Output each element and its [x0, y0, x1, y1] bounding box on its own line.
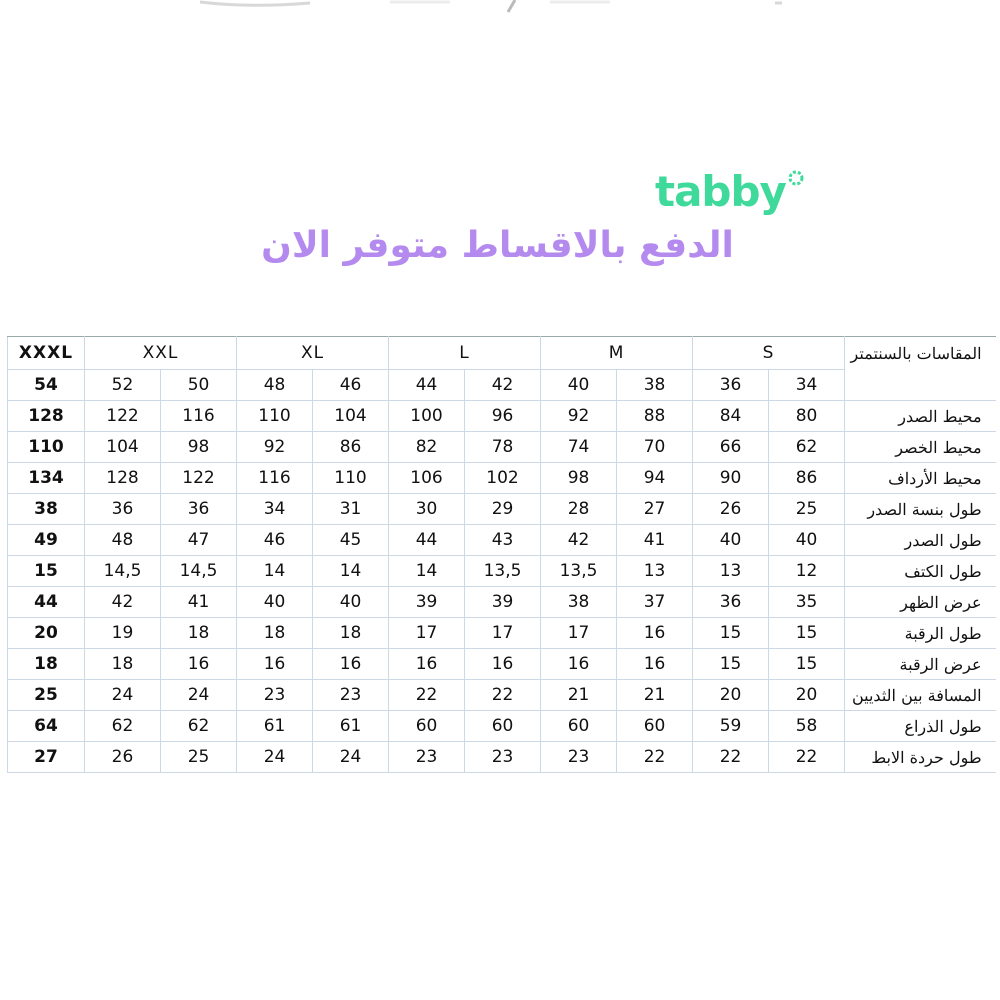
base-size-cell: 54	[8, 370, 85, 401]
measurement-cell: 36	[85, 494, 161, 525]
measurement-cell: 39	[465, 587, 541, 618]
size-chart-body	[8, 337, 996, 773]
measurement-cell: 27	[617, 494, 693, 525]
measurement-row	[8, 711, 996, 742]
measurement-cell: 20	[769, 680, 845, 711]
measurement-row	[8, 463, 996, 494]
measurement-cell: 92	[237, 432, 313, 463]
measurement-cell: 17	[465, 618, 541, 649]
size-group-xxxl: XXXL	[8, 337, 85, 370]
measurement-cell: 110	[237, 401, 313, 432]
measurement-cell: 39	[389, 587, 465, 618]
measurement-cell: 15	[8, 556, 85, 587]
measurement-cell: 96	[465, 401, 541, 432]
base-size-cell: 38	[617, 370, 693, 401]
measurement-cell: 40	[313, 587, 389, 618]
row-label: طول الرقبة	[845, 618, 996, 649]
measurement-cell: 62	[769, 432, 845, 463]
measurement-cell: 116	[237, 463, 313, 494]
size-group-m: M	[541, 337, 693, 370]
measurement-cell: 90	[693, 463, 769, 494]
measurement-cell: 86	[313, 432, 389, 463]
measurement-cell: 46	[237, 525, 313, 556]
row-label: طول الكتف	[845, 556, 996, 587]
measurement-cell: 58	[769, 711, 845, 742]
measurement-row	[8, 494, 996, 525]
measurement-cell: 42	[541, 525, 617, 556]
measurement-cell: 98	[541, 463, 617, 494]
measurement-row	[8, 556, 996, 587]
measurement-cell: 100	[389, 401, 465, 432]
measurement-cell: 82	[389, 432, 465, 463]
measurement-cell: 44	[8, 587, 85, 618]
measurement-cell: 26	[693, 494, 769, 525]
measurement-cell: 16	[161, 649, 237, 680]
measurement-cell: 104	[313, 401, 389, 432]
measurement-cell: 134	[8, 463, 85, 494]
measurement-cell: 25	[161, 742, 237, 773]
measurement-cell: 16	[389, 649, 465, 680]
measurement-cell: 110	[313, 463, 389, 494]
measurement-cell: 22	[465, 680, 541, 711]
measurement-cell: 78	[465, 432, 541, 463]
size-group-l: L	[389, 337, 541, 370]
measurement-cell: 14	[237, 556, 313, 587]
measurement-cell: 66	[693, 432, 769, 463]
measurement-cell: 60	[389, 711, 465, 742]
base-size-cell: 34	[769, 370, 845, 401]
measurement-cell: 62	[161, 711, 237, 742]
measurement-cell: 29	[465, 494, 541, 525]
measurement-cell: 31	[313, 494, 389, 525]
measurement-cell: 15	[769, 618, 845, 649]
measurement-cell: 49	[8, 525, 85, 556]
measurement-cell: 43	[465, 525, 541, 556]
measurement-cell: 16	[237, 649, 313, 680]
measurement-cell: 62	[85, 711, 161, 742]
measurement-cell: 14	[389, 556, 465, 587]
base-size-cell: 36	[693, 370, 769, 401]
cropped-decoration	[190, 0, 790, 18]
size-group-s: S	[693, 337, 845, 370]
measurement-cell: 21	[617, 680, 693, 711]
size-chart-table	[7, 336, 996, 773]
row-label: محيط الخصر	[845, 432, 996, 463]
measurement-cell: 70	[617, 432, 693, 463]
measurement-cell: 60	[465, 711, 541, 742]
measurement-cell: 24	[313, 742, 389, 773]
measurement-cell: 18	[161, 618, 237, 649]
size-header-row	[8, 337, 996, 370]
measurement-cell: 104	[85, 432, 161, 463]
measurement-cell: 38	[541, 587, 617, 618]
measurement-cell: 48	[85, 525, 161, 556]
row-label-empty	[845, 370, 996, 401]
measurement-cell: 28	[541, 494, 617, 525]
measurement-cell: 23	[541, 742, 617, 773]
measurement-cell: 23	[237, 680, 313, 711]
measurement-cell: 15	[693, 649, 769, 680]
measurement-cell: 24	[85, 680, 161, 711]
base-size-cell: 48	[237, 370, 313, 401]
measurement-cell: 47	[161, 525, 237, 556]
measurement-cell: 38	[8, 494, 85, 525]
measurement-cell: 16	[313, 649, 389, 680]
measurement-cell: 42	[85, 587, 161, 618]
base-size-cell: 46	[313, 370, 389, 401]
measurement-cell: 18	[313, 618, 389, 649]
measurement-cell: 15	[769, 649, 845, 680]
measurement-cell: 110	[8, 432, 85, 463]
measurement-cell: 40	[237, 587, 313, 618]
measurement-cell: 14,5	[161, 556, 237, 587]
measurement-cell: 15	[693, 618, 769, 649]
measurement-cell: 36	[693, 587, 769, 618]
measurement-cell: 21	[541, 680, 617, 711]
base-size-cell: 50	[161, 370, 237, 401]
measurement-cell: 22	[617, 742, 693, 773]
measurement-cell: 40	[769, 525, 845, 556]
measurement-cell: 74	[541, 432, 617, 463]
measurement-cell: 16	[541, 649, 617, 680]
measurement-cell: 128	[85, 463, 161, 494]
row-label: طول حردة الابط	[845, 742, 996, 773]
measurement-cell: 128	[8, 401, 85, 432]
row-label: محيط الأرداف	[845, 463, 996, 494]
measurement-cell: 22	[693, 742, 769, 773]
measurement-cell: 13,5	[465, 556, 541, 587]
tabby-wordmark: tabby	[655, 167, 786, 216]
measurement-cell: 86	[769, 463, 845, 494]
measurement-cell: 19	[85, 618, 161, 649]
measurement-cell: 36	[161, 494, 237, 525]
row-label: المسافة بين الثديين	[845, 680, 996, 711]
measurement-cell: 16	[617, 618, 693, 649]
measurement-cell: 26	[85, 742, 161, 773]
row-label: طول الصدر	[845, 525, 996, 556]
measurement-cell: 13,5	[541, 556, 617, 587]
base-size-cell: 42	[465, 370, 541, 401]
measurement-cell: 23	[465, 742, 541, 773]
measurement-cell: 37	[617, 587, 693, 618]
measurement-row	[8, 401, 996, 432]
installments-banner: الدفع بالاقساط متوفر الان	[261, 225, 734, 266]
measurement-cell: 92	[541, 401, 617, 432]
measurement-cell: 116	[161, 401, 237, 432]
measurement-cell: 24	[161, 680, 237, 711]
base-size-row	[8, 370, 996, 401]
row-label: طول بنسة الصدر	[845, 494, 996, 525]
measurement-cell: 27	[8, 742, 85, 773]
measurement-cell: 24	[237, 742, 313, 773]
measurement-cell: 102	[465, 463, 541, 494]
measurement-cell: 30	[389, 494, 465, 525]
measurement-cell: 122	[85, 401, 161, 432]
measurement-cell: 60	[541, 711, 617, 742]
row-label: عرض الظهر	[845, 587, 996, 618]
measurement-cell: 23	[313, 680, 389, 711]
measurement-cell: 18	[237, 618, 313, 649]
measurement-cell: 25	[8, 680, 85, 711]
measurement-cell: 18	[85, 649, 161, 680]
measurement-cell: 17	[389, 618, 465, 649]
tabby-logo	[655, 168, 804, 226]
measurement-cell: 18	[8, 649, 85, 680]
measurement-cell: 122	[161, 463, 237, 494]
measurement-cell: 84	[693, 401, 769, 432]
base-size-cell: 40	[541, 370, 617, 401]
measurement-row	[8, 742, 996, 773]
base-size-cell: 44	[389, 370, 465, 401]
measurement-cell: 14	[313, 556, 389, 587]
measurement-cell: 94	[617, 463, 693, 494]
measurement-cell: 41	[617, 525, 693, 556]
asterisk-icon	[788, 170, 804, 186]
measurement-cell: 22	[769, 742, 845, 773]
measurement-cell: 61	[237, 711, 313, 742]
row-label: عرض الرقبة	[845, 649, 996, 680]
base-size-cell: 52	[85, 370, 161, 401]
measurement-row	[8, 432, 996, 463]
measurement-cell: 40	[693, 525, 769, 556]
measurement-cell: 61	[313, 711, 389, 742]
measurement-cell: 20	[693, 680, 769, 711]
measurement-cell: 59	[693, 711, 769, 742]
measurement-cell: 17	[541, 618, 617, 649]
measurement-cell: 35	[769, 587, 845, 618]
measurement-cell: 22	[389, 680, 465, 711]
size-group-xl: XL	[237, 337, 389, 370]
row-label: طول الذراع	[845, 711, 996, 742]
measurement-row	[8, 587, 996, 618]
measurement-cell: 12	[769, 556, 845, 587]
measurement-cell: 14,5	[85, 556, 161, 587]
measurement-cell: 34	[237, 494, 313, 525]
measurement-cell: 80	[769, 401, 845, 432]
measurement-cell: 25	[769, 494, 845, 525]
measurement-row	[8, 618, 996, 649]
size-group-xxl: XXL	[85, 337, 237, 370]
measurement-cell: 106	[389, 463, 465, 494]
row-label: محيط الصدر	[845, 401, 996, 432]
measurement-cell: 64	[8, 711, 85, 742]
measurement-cell: 45	[313, 525, 389, 556]
measurement-cell: 98	[161, 432, 237, 463]
measurement-cell: 88	[617, 401, 693, 432]
measurement-cell: 23	[389, 742, 465, 773]
measurement-cell: 13	[693, 556, 769, 587]
measurement-cell: 41	[161, 587, 237, 618]
measurement-cell: 20	[8, 618, 85, 649]
measurement-row	[8, 525, 996, 556]
measurement-cell: 60	[617, 711, 693, 742]
measurement-row	[8, 649, 996, 680]
units-label: المقاسات بالسنتمتر	[845, 337, 996, 370]
measurement-cell: 13	[617, 556, 693, 587]
measurement-row	[8, 680, 996, 711]
measurement-cell: 44	[389, 525, 465, 556]
measurement-cell: 16	[465, 649, 541, 680]
measurement-cell: 16	[617, 649, 693, 680]
